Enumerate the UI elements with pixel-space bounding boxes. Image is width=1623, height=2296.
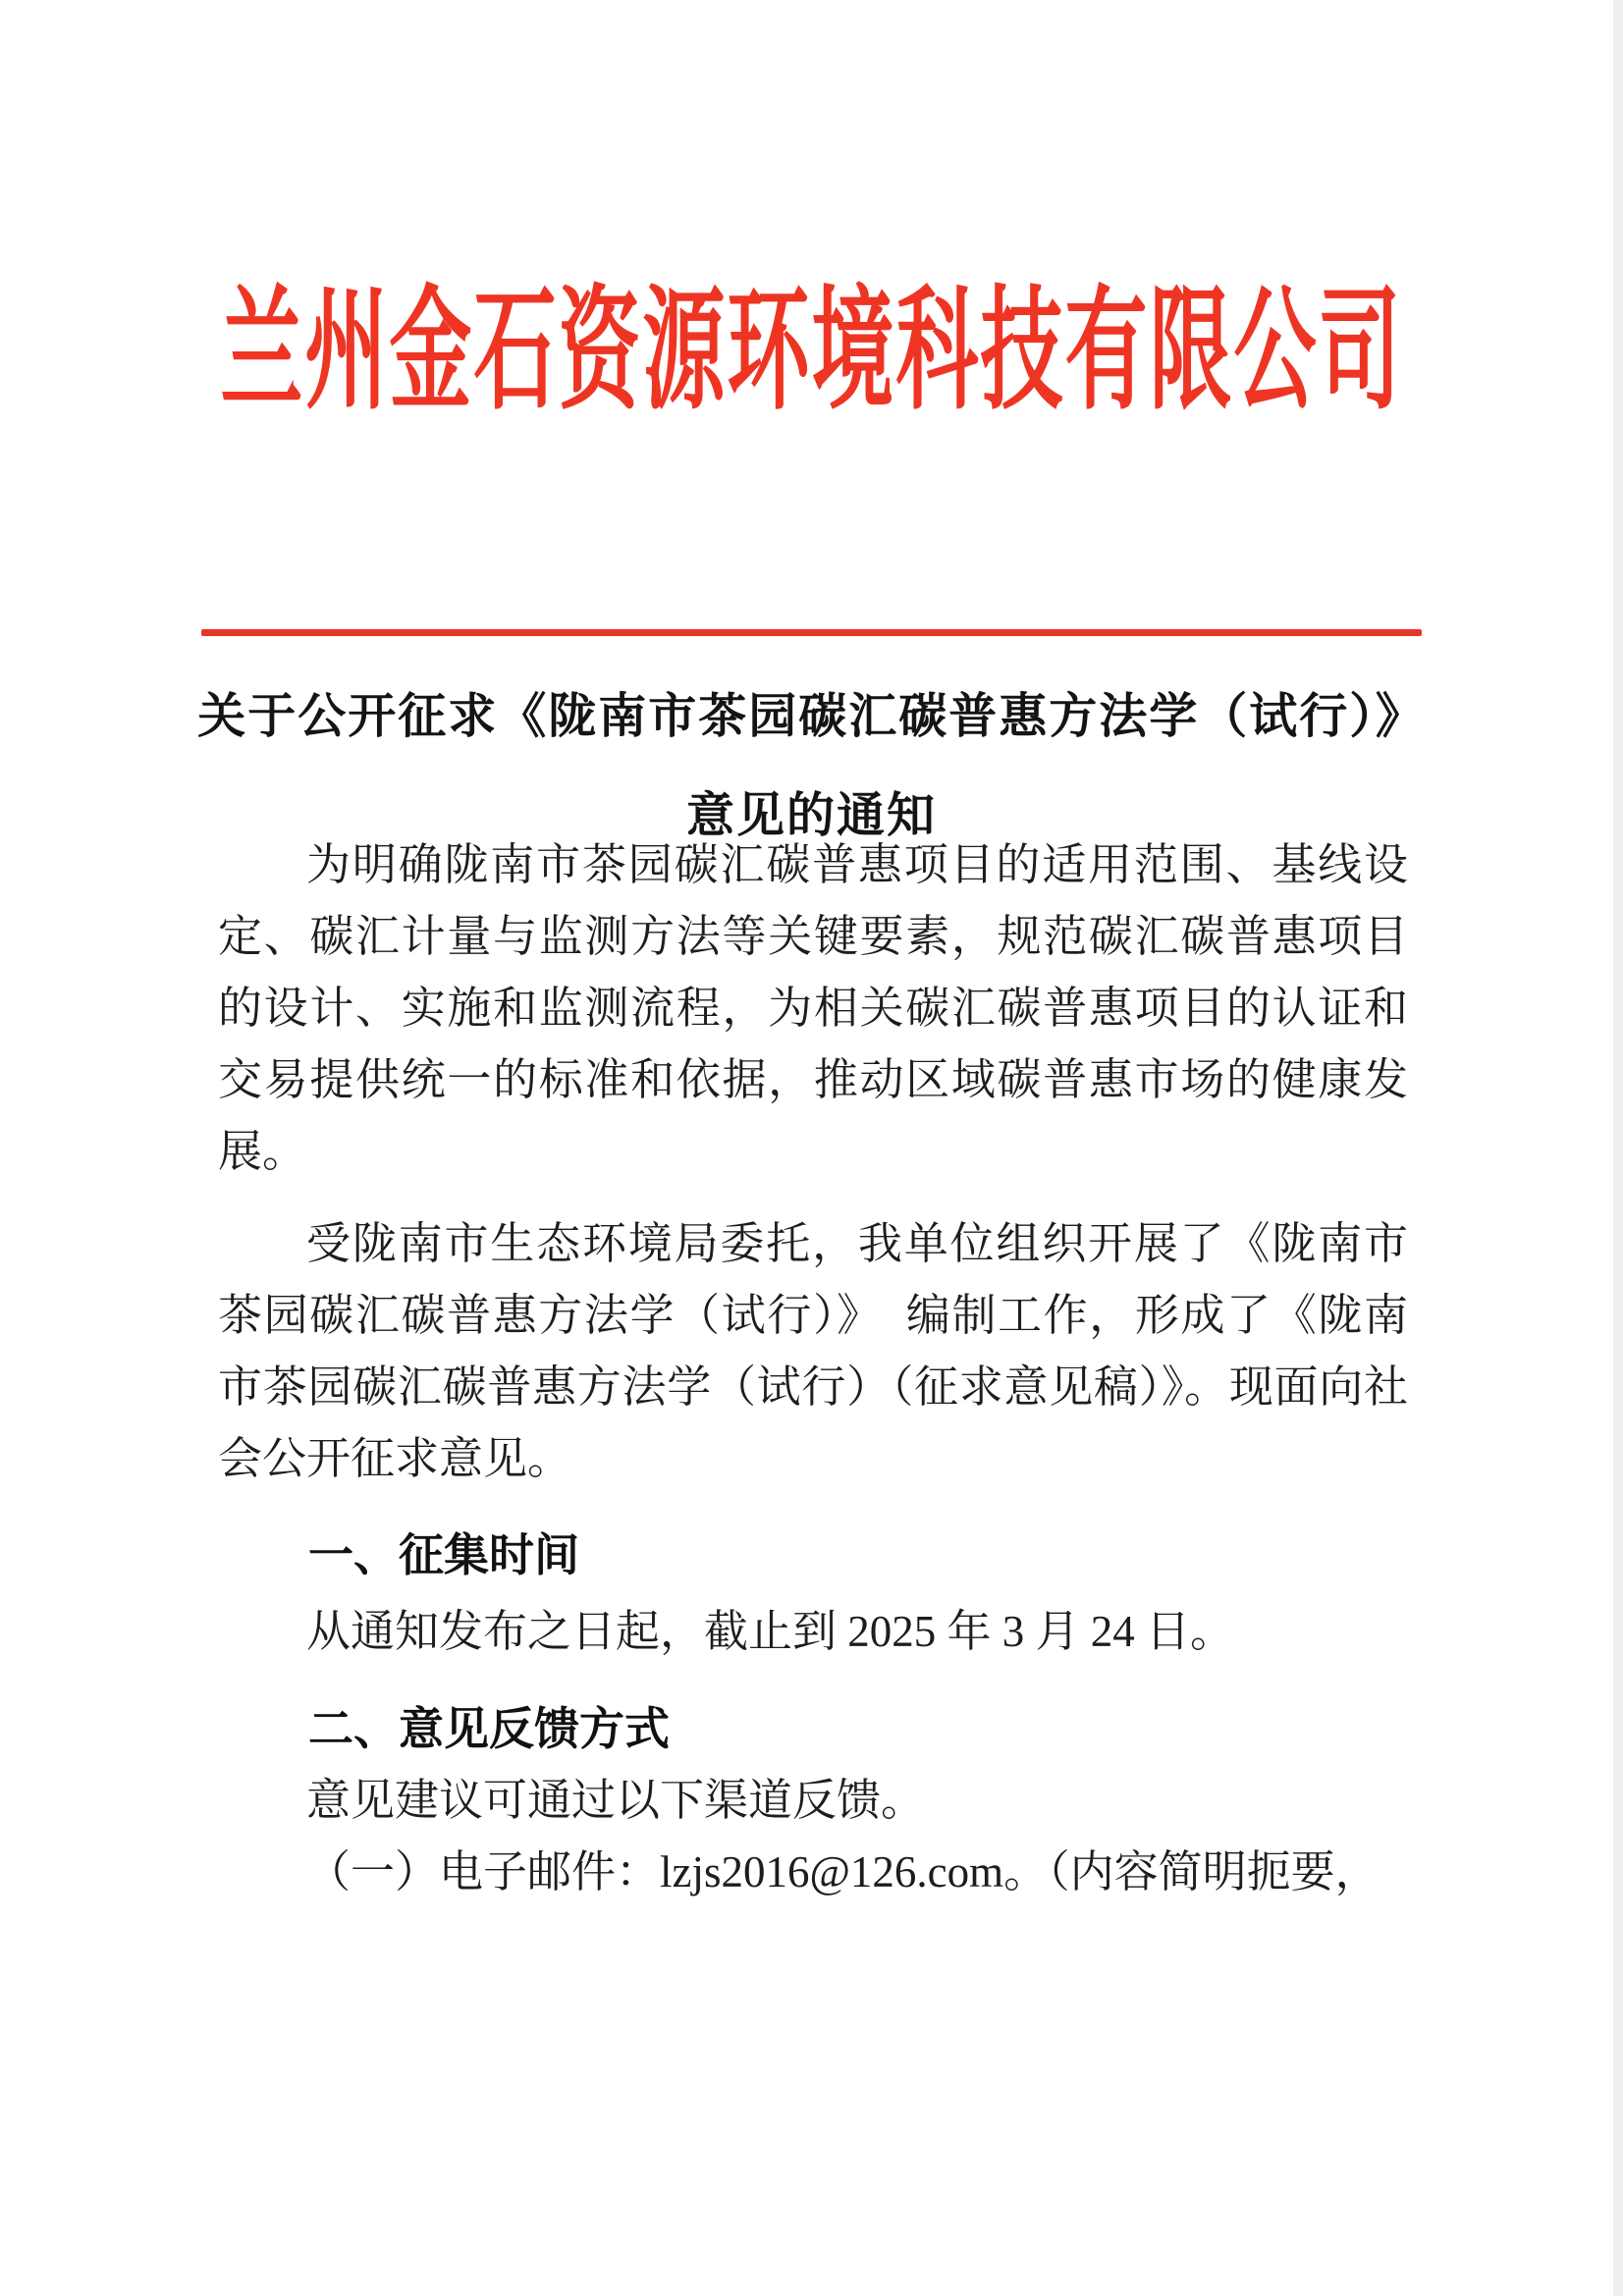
section1-heading: 一、征集时间 xyxy=(308,1529,579,1580)
notice-body xyxy=(218,829,1408,1908)
notice-title-line2: 意见的通知 xyxy=(685,788,937,842)
section1-deadline-text: 从通知发布之日起，截止到 2025 年 3 月 24 日。 xyxy=(306,1607,1235,1656)
section2-intro-text: 意见建议可通过以下渠道反馈。 xyxy=(306,1776,926,1825)
section2-email-item: （一）电子邮件：lzjs2016@126.com。（内容简明扼要， xyxy=(306,1847,1380,1896)
paragraph-background: 受陇南市生态环境局委托，我单位组织开展了《陇南市茶园碳汇碳普惠方法学（试行）》 编制工作，形成了《陇南市茶园碳汇碳普惠方法学（试行）（征求意见稿）》。现面向社会公开征求意见。 xyxy=(218,1219,1408,1483)
notice-title-line1: 关于公开征求《陇南市茶园碳汇碳普惠方法学（试行）》 xyxy=(197,689,1426,743)
section2-heading: 二、意见反馈方式 xyxy=(308,1703,670,1754)
letterhead-divider-line xyxy=(201,629,1422,636)
company-letterhead: 兰州金石资源环境科技有限公司 xyxy=(220,278,1403,427)
paragraph-purpose: 为明确陇南市茶园碳汇碳普惠项目的适用范围、基线设定、碳汇计量与监测方法等关键要素，规范碳汇碳普惠项目的设计、实施和监测流程，为相关碳汇碳普惠项目的认证和交易提供统一的标准和依据，推动区域碳普惠市场的健康发展。 xyxy=(218,840,1408,1176)
